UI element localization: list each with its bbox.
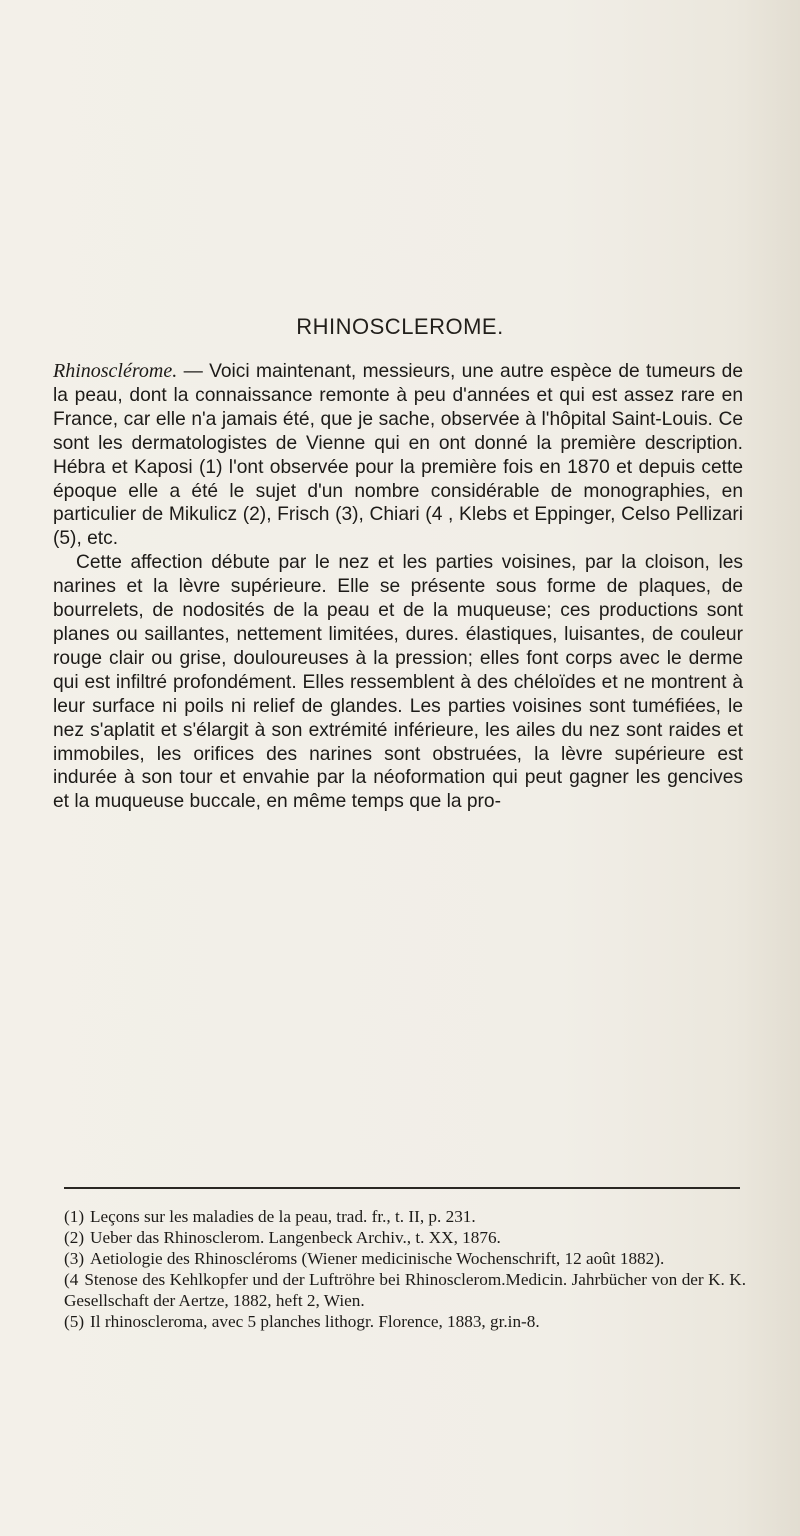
footnote-2 — [64, 1228, 746, 1249]
footnote-4 — [64, 1270, 746, 1312]
footnote-text: Il rhinoscleroma, avec 5 planches lithogr. Florence, 1883, gr.in-8. — [90, 1311, 540, 1331]
footnote-rule — [64, 1187, 740, 1189]
running-head: RHINOSCLEROME. — [296, 314, 504, 339]
lead-word: Rhinosclérome. — [53, 360, 178, 382]
footnote-number: (1) — [64, 1207, 85, 1226]
paragraph-1 — [53, 360, 743, 551]
footnote-number: (5) — [64, 1311, 85, 1331]
footnote-number: (2) — [64, 1227, 85, 1247]
footnote-number: (4 — [64, 1269, 79, 1289]
footnote-text: Ueber das Rhinosclerom. Langenbeck Archiv., t. XX, 1876. — [90, 1227, 501, 1247]
footnote-number: (3) — [64, 1248, 85, 1268]
footnote-text: Leçons sur les maladies de la peau, trad. fr., t. II, p. 231. — [90, 1207, 476, 1226]
footnotes — [64, 1207, 746, 1332]
footnote-5 — [64, 1312, 746, 1333]
paragraph-2-text: Cette affection débute par le nez et les parties voisines, par la cloison, les narines et la lèvre supérieure. Elle se présente sous forme de plaques, de bourrelets, de nodosités de la peau et de la muqueuse; ces productions sont planes ou saillantes, nettement limitées, dures. élastiques, luisantes, de couleur rouge clair ou grise, douloureuses à la pression; elles font corps avec le derme qui est infiltré profondément. Elles ressemblent à des chéloïdes et ne montrent à leur surface ni poils ni relief de glandes. Les parties voisines sont tuméfiées, le nez s'aplatit et s'élargit à son extrémité inférieure, les ailes du nez sont raides et immobiles, les orifices des narines sont obstruées, la lèvre supérieure est indurée à son tour et envahie par la néoformation qui peut gagner les gencives et la muqueuse buccale, en même temps que la pro- — [53, 552, 743, 813]
footnote-1 — [64, 1207, 746, 1228]
footnote-text: Aetiologie des Rhinoscléroms (Wiener medicinische Wochenschrift, 12 août 1882). — [90, 1248, 665, 1268]
body-text — [53, 360, 743, 814]
footnote-3 — [64, 1249, 746, 1270]
footnote-text: Stenose des Kehlkopfer und der Luftröhre bei Rhinosclerom.Medicin. Jahrbücher von der K. K. Gesellschaft der Aertze, 1882, heft 2, Wien. — [64, 1269, 746, 1310]
paragraph-2 — [53, 551, 743, 814]
paragraph-1-text: — Voici maintenant, messieurs, une autre espèce de tumeurs de la peau, dont la connaissance remonte à peu d'années et qui est assez rare en France, car elle n'a jamais été, que je sache, observée à l'hôpital Saint-Louis. Ce sont les dermatologistes de Vienne qui en ont donné la première description. Hébra et Kaposi (1) l'ont observée pour la première fois en 1870 et depuis cette époque elle a été le sujet d'un nombre considérable de monographies, en particulier de Mikulicz (2), Frisch (3), Chiari (4 , Klebs et Eppinger, Celso Pellizari (5), etc. — [53, 361, 743, 550]
